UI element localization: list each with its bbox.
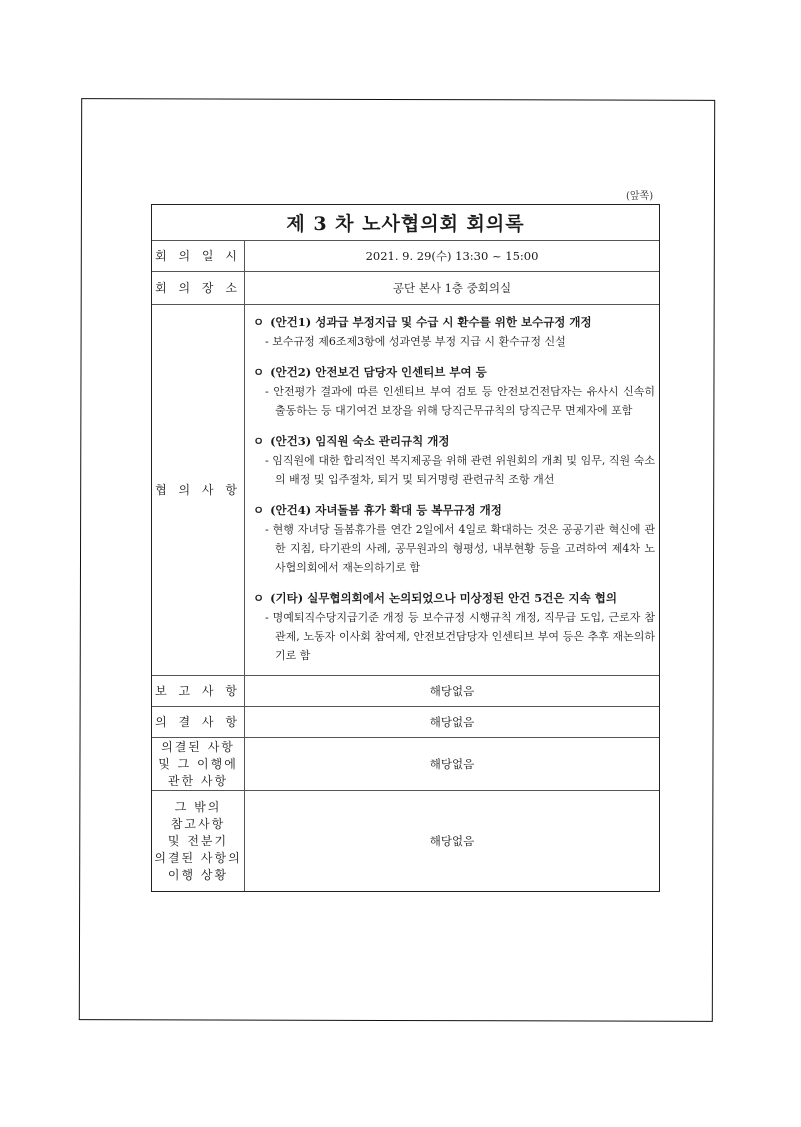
other-row bbox=[152, 790, 659, 891]
resolution-row bbox=[152, 706, 659, 737]
agenda-item-title: (안건4) 자녀돌봄 휴가 확대 등 복무규정 개정 bbox=[270, 503, 502, 517]
agenda-item bbox=[253, 363, 655, 420]
agenda-item-title: (안건3) 임직원 숙소 관리규칙 개정 bbox=[270, 434, 450, 448]
implementation-value: 해당없음 bbox=[429, 757, 475, 771]
agenda-item-detail: - 현행 자녀당 돌봄휴가를 연간 2일에서 4일로 확대하는 것은 공공기관 혁신에 관한 지침, 타기관의 사례, 공무원과의 형평성, 내부현황 등을 고려하여 제4차 노사협의회에서 재논의하기로 함 bbox=[265, 523, 655, 574]
meeting-date-value: 2021. 9. 29(수) 13:30 ~ 15:00 bbox=[365, 249, 539, 263]
page-side-label: (앞쪽) bbox=[626, 191, 654, 202]
meeting-date-row bbox=[152, 240, 659, 271]
agenda-item-title: (안건1) 성과급 부정지급 및 수급 시 환수를 위한 보수규정 개정 bbox=[270, 315, 592, 329]
meeting-place-row bbox=[152, 271, 659, 304]
agenda-item-detail: - 명예퇴직수당지급기준 개정 등 보수규정 시행규칙 개정, 직무급 도입, 근로자 참관제, 노동자 이사회 참여제, 안전보건담당자 인센티브 부여 등은 추후 재논의하기로 함 bbox=[265, 611, 655, 662]
agenda-row bbox=[152, 304, 659, 675]
implementation-row bbox=[152, 737, 659, 790]
meeting-place-label: 회 의 장 소 bbox=[152, 272, 245, 304]
report-label: 보 고 사 항 bbox=[152, 676, 245, 706]
agenda-item bbox=[253, 501, 655, 577]
agenda-item-title: (기타) 실무협의회에서 논의되었으나 미상정된 안건 5건은 지속 협의 bbox=[270, 591, 617, 605]
circle-bullet-icon: ㅇ bbox=[253, 315, 265, 329]
report-row bbox=[152, 675, 659, 706]
circle-bullet-icon: ㅇ bbox=[253, 434, 265, 448]
resolution-value: 해당없음 bbox=[429, 715, 475, 729]
agenda-item bbox=[253, 432, 655, 489]
agenda-label: 협 의 사 항 bbox=[152, 305, 245, 675]
circle-bullet-icon: ㅇ bbox=[253, 365, 265, 379]
other-value: 해당없음 bbox=[429, 834, 475, 848]
circle-bullet-icon: ㅇ bbox=[253, 503, 265, 517]
agenda-item bbox=[253, 589, 655, 665]
minutes-table bbox=[151, 204, 660, 892]
agenda-item-detail: - 임직원에 대한 합리적인 복지제공을 위해 관련 위원회의 개최 및 임무, 직원 숙소의 배정 및 입주절차, 퇴거 및 퇴거명령 관련규칙 조항 개선 bbox=[265, 454, 655, 486]
agenda-item-detail: - 보수규정 제6조제3항에 성과연봉 부정 지급 시 환수규정 신설 bbox=[265, 335, 566, 348]
implementation-label: 의결된 사항 및 그 이행에 관한 사항 bbox=[152, 738, 245, 790]
resolution-label: 의 결 사 항 bbox=[152, 707, 245, 737]
document-title: 제 3 차 노사협의회 회의록 bbox=[286, 213, 525, 235]
agenda-content bbox=[245, 305, 659, 675]
report-value: 해당없음 bbox=[429, 684, 475, 698]
meeting-place-value: 공단 본사 1층 중회의실 bbox=[392, 281, 512, 295]
agenda-item-title: (안건2) 안전보건 담당자 인센티브 부여 등 bbox=[270, 365, 487, 379]
agenda-item-detail: - 안전평가 결과에 따른 인센티브 부여 검토 등 안전보건전담자는 유사시 신속히 출동하는 등 대기여건 보장을 위해 당직근무규칙의 당직근무 면제자에 포함 bbox=[265, 385, 655, 417]
other-label: 그 밖의 참고사항 및 전분기 의결된 사항의 이행 상황 bbox=[152, 791, 245, 891]
circle-bullet-icon: ㅇ bbox=[253, 591, 265, 605]
meeting-date-label: 회 의 일 시 bbox=[152, 241, 245, 271]
agenda-item bbox=[253, 313, 655, 351]
